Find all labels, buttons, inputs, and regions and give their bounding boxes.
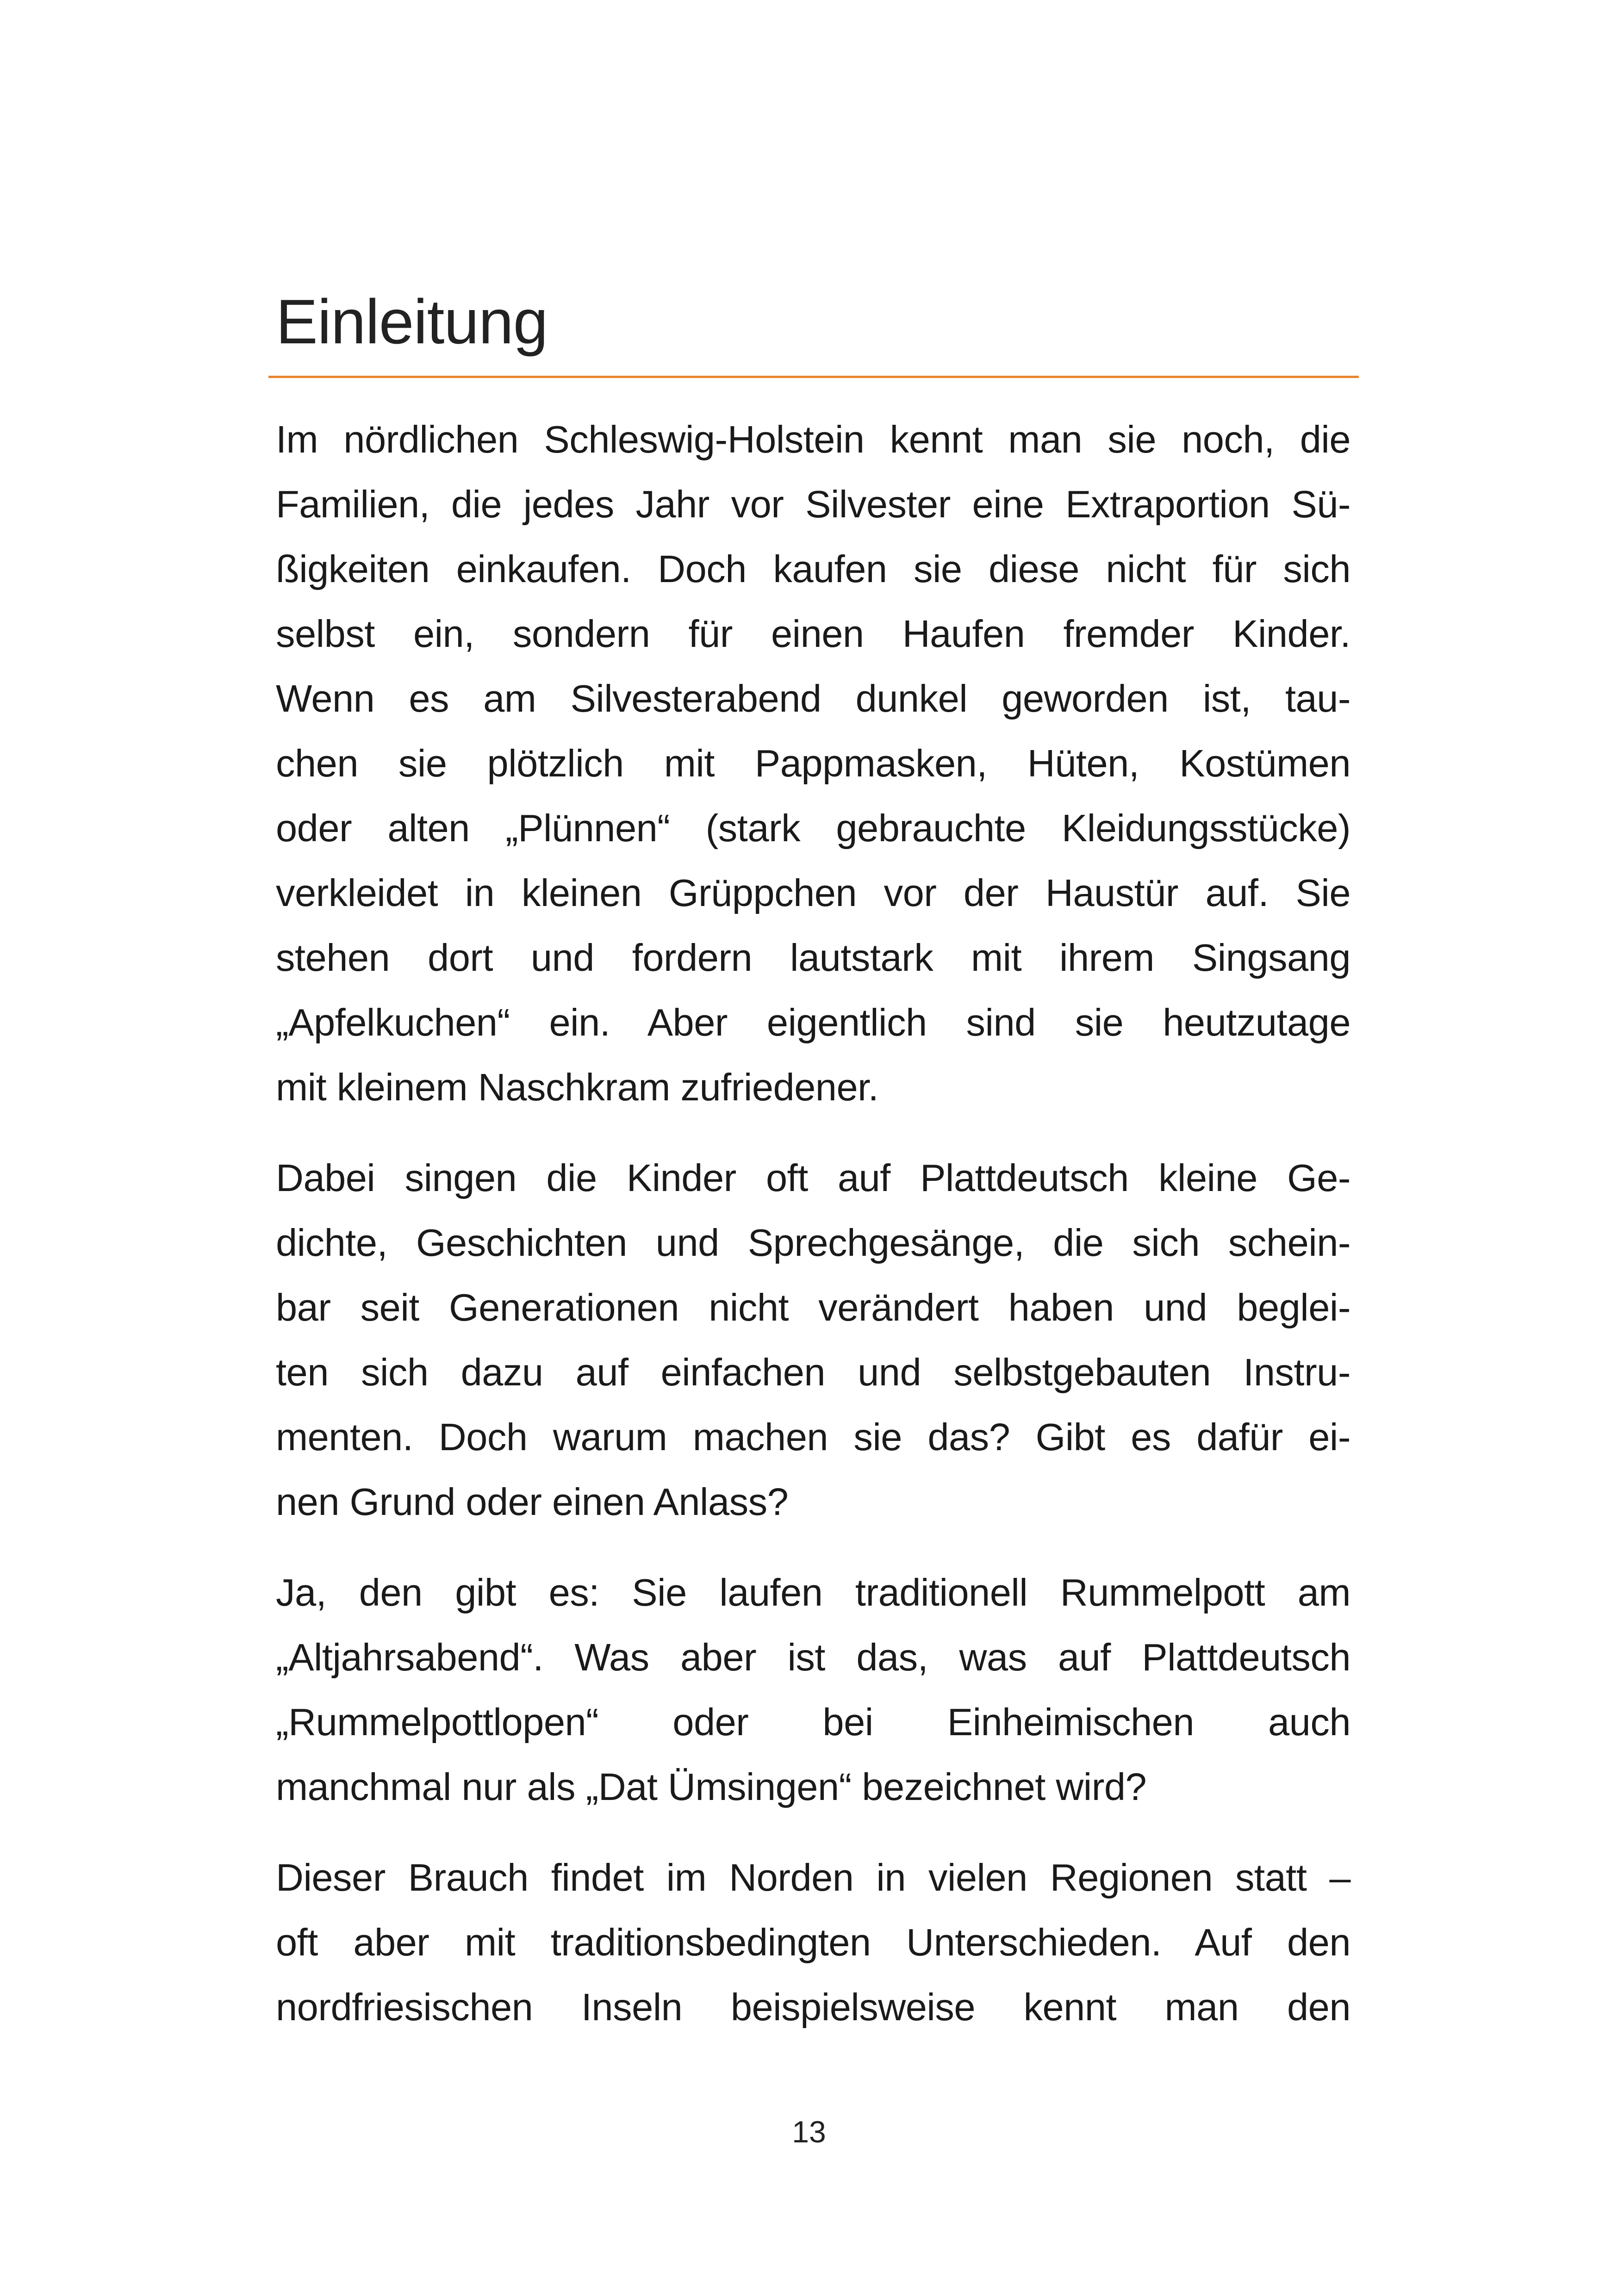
page-number: 13 — [792, 2115, 826, 2149]
text-line: Dieser Brauch findet im Norden in vielen Regionen statt – — [276, 1856, 1350, 1899]
text-line: verkleidet in kleinen Grüppchen vor der Haustür auf. Sie — [276, 871, 1350, 914]
heading-underline — [268, 376, 1359, 378]
text-line: selbst ein, sondern für einen Haufen fremder Kinder. — [276, 612, 1350, 655]
text-line: „Rummelpottlopen“ oder bei Einheimischen auch — [276, 1700, 1350, 1744]
text-line: oft aber mit traditionsbedingten Unterschieden. Auf den — [276, 1921, 1350, 1964]
chapter-title: Einleitung — [276, 286, 548, 357]
text-line: Dabei singen die Kinder oft auf Plattdeutsch kleine Ge- — [276, 1156, 1350, 1199]
text-line: nordfriesischen Inseln beispielsweise kennt man den — [276, 1986, 1350, 2029]
paragraph-2 — [276, 1146, 1350, 1534]
text-line: ten sich dazu auf einfachen und selbstgebauten Instru- — [276, 1351, 1350, 1394]
text-line: Familien, die jedes Jahr vor Silvester eine Extraportion Sü- — [276, 483, 1350, 526]
text-line: Im nördlichen Schleswig-Holstein kennt man sie noch, die — [276, 418, 1350, 461]
text-line: nen Grund oder einen Anlass? — [276, 1480, 789, 1523]
text-line: „Apfelkuchen“ ein. Aber eigentlich sind sie heutzutage — [276, 1001, 1350, 1044]
text-line: Wenn es am Silvesterabend dunkel geworden ist, tau- — [276, 677, 1350, 720]
paragraph-3 — [276, 1560, 1350, 1819]
body-text — [276, 407, 1350, 2066]
text-line: stehen dort und fordern lautstark mit ihrem Singsang — [276, 936, 1350, 979]
text-line: manchmal nur als „Dat Ümsingen“ bezeichnet wird? — [276, 1765, 1147, 1808]
paragraph-1 — [276, 407, 1350, 1120]
text-line: chen sie plötzlich mit Pappmasken, Hüten, Kostümen — [276, 742, 1350, 785]
text-line: dichte, Geschichten und Sprechgesänge, die sich schein- — [276, 1221, 1350, 1264]
text-line: oder alten „Plünnen“ (stark gebrauchte Kleidungsstücke) — [276, 807, 1350, 850]
text-line: mit kleinem Naschkram zufriedener. — [276, 1066, 879, 1109]
paragraph-4 — [276, 1845, 1350, 2040]
text-line: menten. Doch warum machen sie das? Gibt es dafür ei- — [276, 1415, 1350, 1458]
text-line: bar seit Generationen nicht verändert haben und beglei- — [276, 1286, 1350, 1329]
text-line: „Altjahrsabend“. Was aber ist das, was auf Plattdeutsch — [276, 1636, 1350, 1679]
text-line: Ja, den gibt es: Sie laufen traditionell Rummelpott am — [276, 1571, 1350, 1614]
text-line: ßigkeiten einkaufen. Doch kaufen sie diese nicht für sich — [276, 547, 1350, 590]
